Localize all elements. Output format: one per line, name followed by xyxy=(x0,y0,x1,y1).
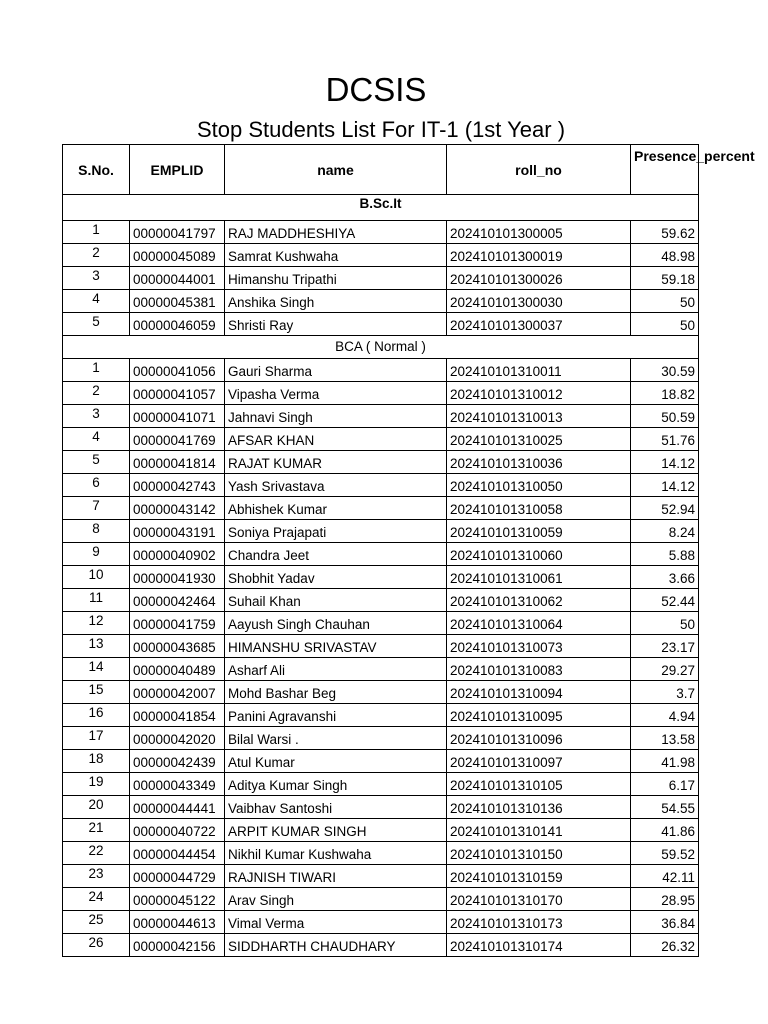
cell-presence: 50 xyxy=(631,313,699,336)
table-row xyxy=(63,359,699,382)
cell-roll-no: 202410101310064 xyxy=(447,612,631,635)
table-row xyxy=(63,566,699,589)
cell-roll-no: 202410101310150 xyxy=(447,842,631,865)
cell-presence: 50.59 xyxy=(631,405,699,428)
cell-presence: 59.62 xyxy=(631,221,699,244)
cell-emplid: 00000042156 xyxy=(130,934,225,957)
header-presence-label: Presence_percent xyxy=(634,147,755,164)
cell-emplid: 00000043349 xyxy=(130,773,225,796)
table-row xyxy=(63,382,699,405)
cell-name: Shristi Ray xyxy=(225,313,447,336)
cell-emplid: 00000041814 xyxy=(130,451,225,474)
cell-presence: 6.17 xyxy=(631,773,699,796)
cell-roll-no: 202410101310062 xyxy=(447,589,631,612)
cell-sno: 9 xyxy=(63,543,130,566)
cell-emplid: 00000044613 xyxy=(130,911,225,934)
table-row xyxy=(63,428,699,451)
table-row xyxy=(63,934,699,957)
cell-roll-no: 202410101300037 xyxy=(447,313,631,336)
cell-roll-no: 202410101300019 xyxy=(447,244,631,267)
cell-sno: 24 xyxy=(63,888,130,911)
cell-emplid: 00000041759 xyxy=(130,612,225,635)
cell-name: Soniya Prajapati xyxy=(225,520,447,543)
cell-sno: 1 xyxy=(63,359,130,382)
cell-sno: 3 xyxy=(63,405,130,428)
table-row xyxy=(63,520,699,543)
header-sno: S.No. xyxy=(63,145,130,195)
cell-emplid: 00000041854 xyxy=(130,704,225,727)
header-name: name xyxy=(225,145,447,195)
cell-roll-no: 202410101310096 xyxy=(447,727,631,750)
cell-sno: 10 xyxy=(63,566,130,589)
cell-name: Arav Singh xyxy=(225,888,447,911)
document-subtitle: Stop Students List For IT-1 (1st Year ) xyxy=(196,117,566,142)
cell-name: Gauri Sharma xyxy=(225,359,447,382)
document-title: DCSIS xyxy=(325,71,427,108)
cell-presence: 52.44 xyxy=(631,589,699,612)
cell-sno: 14 xyxy=(63,658,130,681)
cell-name: Aditya Kumar Singh xyxy=(225,773,447,796)
table-row xyxy=(63,819,699,842)
cell-sno: 21 xyxy=(63,819,130,842)
cell-name: Mohd Bashar Beg xyxy=(225,681,447,704)
cell-name: Abhishek Kumar xyxy=(225,497,447,520)
cell-emplid: 00000042020 xyxy=(130,727,225,750)
table-row xyxy=(63,911,699,934)
cell-presence: 30.59 xyxy=(631,359,699,382)
table-row xyxy=(63,290,699,313)
cell-presence: 50 xyxy=(631,290,699,313)
group-header-row xyxy=(63,195,699,221)
table-body xyxy=(63,195,699,957)
table-row xyxy=(63,589,699,612)
cell-roll-no: 202410101310173 xyxy=(447,911,631,934)
cell-roll-no: 202410101310159 xyxy=(447,865,631,888)
cell-presence: 4.94 xyxy=(631,704,699,727)
cell-roll-no: 202410101310050 xyxy=(447,474,631,497)
cell-roll-no: 202410101310073 xyxy=(447,635,631,658)
cell-sno: 17 xyxy=(63,727,130,750)
cell-roll-no: 202410101310170 xyxy=(447,888,631,911)
cell-emplid: 00000040722 xyxy=(130,819,225,842)
cell-name: SIDDHARTH CHAUDHARY xyxy=(225,934,447,957)
cell-roll-no: 202410101310058 xyxy=(447,497,631,520)
cell-roll-no: 202410101310083 xyxy=(447,658,631,681)
cell-name: Asharf Ali xyxy=(225,658,447,681)
cell-emplid: 00000043685 xyxy=(130,635,225,658)
cell-sno: 5 xyxy=(63,451,130,474)
cell-presence: 41.86 xyxy=(631,819,699,842)
table-row xyxy=(63,543,699,566)
cell-roll-no: 202410101310036 xyxy=(447,451,631,474)
table-row xyxy=(63,497,699,520)
cell-sno: 8 xyxy=(63,520,130,543)
cell-presence: 51.76 xyxy=(631,428,699,451)
cell-sno: 2 xyxy=(63,244,130,267)
cell-sno: 26 xyxy=(63,934,130,957)
cell-roll-no: 202410101310174 xyxy=(447,934,631,957)
cell-name: Suhail Khan xyxy=(225,589,447,612)
cell-roll-no: 202410101310060 xyxy=(447,543,631,566)
cell-roll-no: 202410101310141 xyxy=(447,819,631,842)
table-row xyxy=(63,750,699,773)
cell-name: Panini Agravanshi xyxy=(225,704,447,727)
cell-presence: 52.94 xyxy=(631,497,699,520)
cell-emplid: 00000043191 xyxy=(130,520,225,543)
cell-roll-no: 202410101310012 xyxy=(447,382,631,405)
cell-presence: 59.18 xyxy=(631,267,699,290)
table-header-row xyxy=(63,145,699,195)
cell-sno: 15 xyxy=(63,681,130,704)
table-row xyxy=(63,727,699,750)
cell-presence: 50 xyxy=(631,612,699,635)
cell-presence: 26.32 xyxy=(631,934,699,957)
cell-roll-no: 202410101310013 xyxy=(447,405,631,428)
cell-roll-no: 202410101300026 xyxy=(447,267,631,290)
cell-roll-no: 202410101310025 xyxy=(447,428,631,451)
cell-presence: 28.95 xyxy=(631,888,699,911)
cell-sno: 7 xyxy=(63,497,130,520)
cell-roll-no: 202410101310061 xyxy=(447,566,631,589)
cell-name: Nikhil Kumar Kushwaha xyxy=(225,842,447,865)
cell-presence: 5.88 xyxy=(631,543,699,566)
cell-presence: 23.17 xyxy=(631,635,699,658)
cell-name: Chandra Jeet xyxy=(225,543,447,566)
cell-presence: 59.52 xyxy=(631,842,699,865)
group-header-row xyxy=(63,336,699,359)
students-table xyxy=(62,144,755,957)
cell-name: Vipasha Verma xyxy=(225,382,447,405)
table-row xyxy=(63,612,699,635)
cell-emplid: 00000042464 xyxy=(130,589,225,612)
cell-sno: 23 xyxy=(63,865,130,888)
cell-roll-no: 202410101310094 xyxy=(447,681,631,704)
cell-emplid: 00000041057 xyxy=(130,382,225,405)
cell-sno: 13 xyxy=(63,635,130,658)
cell-roll-no: 202410101310095 xyxy=(447,704,631,727)
cell-roll-no: 202410101310136 xyxy=(447,796,631,819)
cell-name: ARPIT KUMAR SINGH xyxy=(225,819,447,842)
cell-name: RAJAT KUMAR xyxy=(225,451,447,474)
cell-emplid: 00000044454 xyxy=(130,842,225,865)
table-row xyxy=(63,658,699,681)
cell-name: RAJ MADDHESHIYA xyxy=(225,221,447,244)
cell-emplid: 00000041930 xyxy=(130,566,225,589)
cell-sno: 25 xyxy=(63,911,130,934)
cell-presence: 41.98 xyxy=(631,750,699,773)
cell-sno: 4 xyxy=(63,428,130,451)
cell-sno: 18 xyxy=(63,750,130,773)
cell-presence: 36.84 xyxy=(631,911,699,934)
table-row xyxy=(63,796,699,819)
cell-name: Shobhit Yadav xyxy=(225,566,447,589)
cell-roll-no: 202410101310011 xyxy=(447,359,631,382)
cell-presence: 18.82 xyxy=(631,382,699,405)
cell-sno: 12 xyxy=(63,612,130,635)
cell-emplid: 00000044729 xyxy=(130,865,225,888)
table-row xyxy=(63,865,699,888)
cell-sno: 6 xyxy=(63,474,130,497)
cell-sno: 22 xyxy=(63,842,130,865)
cell-emplid: 00000042439 xyxy=(130,750,225,773)
cell-presence: 14.12 xyxy=(631,451,699,474)
cell-name: Himanshu Tripathi xyxy=(225,267,447,290)
cell-name: RAJNISH TIWARI xyxy=(225,865,447,888)
cell-name: Anshika Singh xyxy=(225,290,447,313)
cell-presence: 3.7 xyxy=(631,681,699,704)
cell-emplid: 00000042007 xyxy=(130,681,225,704)
cell-presence: 48.98 xyxy=(631,244,699,267)
cell-emplid: 00000045089 xyxy=(130,244,225,267)
header-emplid: EMPLID xyxy=(130,145,225,195)
cell-emplid: 00000045122 xyxy=(130,888,225,911)
cell-emplid: 00000043142 xyxy=(130,497,225,520)
cell-presence: 42.11 xyxy=(631,865,699,888)
cell-presence: 8.24 xyxy=(631,520,699,543)
cell-name: Samrat Kushwaha xyxy=(225,244,447,267)
cell-name: Vaibhav Santoshi xyxy=(225,796,447,819)
cell-sno: 20 xyxy=(63,796,130,819)
cell-emplid: 00000041797 xyxy=(130,221,225,244)
cell-emplid: 00000040489 xyxy=(130,658,225,681)
table-row xyxy=(63,842,699,865)
table-row xyxy=(63,704,699,727)
cell-name: AFSAR KHAN xyxy=(225,428,447,451)
cell-emplid: 00000040902 xyxy=(130,543,225,566)
table-row xyxy=(63,405,699,428)
cell-emplid: 00000044441 xyxy=(130,796,225,819)
cell-emplid: 00000041056 xyxy=(130,359,225,382)
cell-name: Aayush Singh Chauhan xyxy=(225,612,447,635)
table-row xyxy=(63,244,699,267)
cell-sno: 16 xyxy=(63,704,130,727)
cell-roll-no: 202410101310105 xyxy=(447,773,631,796)
table-row xyxy=(63,474,699,497)
cell-name: HIMANSHU SRIVASTAV xyxy=(225,635,447,658)
cell-sno: 1 xyxy=(63,221,130,244)
cell-sno: 19 xyxy=(63,773,130,796)
table-row xyxy=(63,221,699,244)
cell-roll-no: 202410101300030 xyxy=(447,290,631,313)
cell-sno: 4 xyxy=(63,290,130,313)
header-presence xyxy=(631,145,755,195)
group-label: B.Sc.It xyxy=(63,195,699,221)
cell-sno: 11 xyxy=(63,589,130,612)
cell-presence: 14.12 xyxy=(631,474,699,497)
cell-sno: 5 xyxy=(63,313,130,336)
cell-name: Vimal Verma xyxy=(225,911,447,934)
cell-sno: 2 xyxy=(63,382,130,405)
table-row xyxy=(63,635,699,658)
group-label: BCA ( Normal ) xyxy=(63,336,699,359)
cell-name: Jahnavi Singh xyxy=(225,405,447,428)
cell-emplid: 00000046059 xyxy=(130,313,225,336)
table-row xyxy=(63,888,699,911)
table-row xyxy=(63,267,699,290)
cell-presence: 3.66 xyxy=(631,566,699,589)
table-row xyxy=(63,451,699,474)
cell-sno: 3 xyxy=(63,267,130,290)
cell-name: Atul Kumar xyxy=(225,750,447,773)
cell-roll-no: 202410101310059 xyxy=(447,520,631,543)
cell-roll-no: 202410101300005 xyxy=(447,221,631,244)
cell-emplid: 00000045381 xyxy=(130,290,225,313)
table-row xyxy=(63,681,699,704)
cell-presence: 29.27 xyxy=(631,658,699,681)
cell-name: Yash Srivastava xyxy=(225,474,447,497)
cell-emplid: 00000041769 xyxy=(130,428,225,451)
cell-name: Bilal Warsi . xyxy=(225,727,447,750)
table-row xyxy=(63,773,699,796)
cell-presence: 54.55 xyxy=(631,796,699,819)
table-row xyxy=(63,313,699,336)
cell-roll-no: 202410101310097 xyxy=(447,750,631,773)
header-roll-no: roll_no xyxy=(447,145,631,195)
cell-emplid: 00000042743 xyxy=(130,474,225,497)
cell-emplid: 00000044001 xyxy=(130,267,225,290)
cell-emplid: 00000041071 xyxy=(130,405,225,428)
cell-presence: 13.58 xyxy=(631,727,699,750)
